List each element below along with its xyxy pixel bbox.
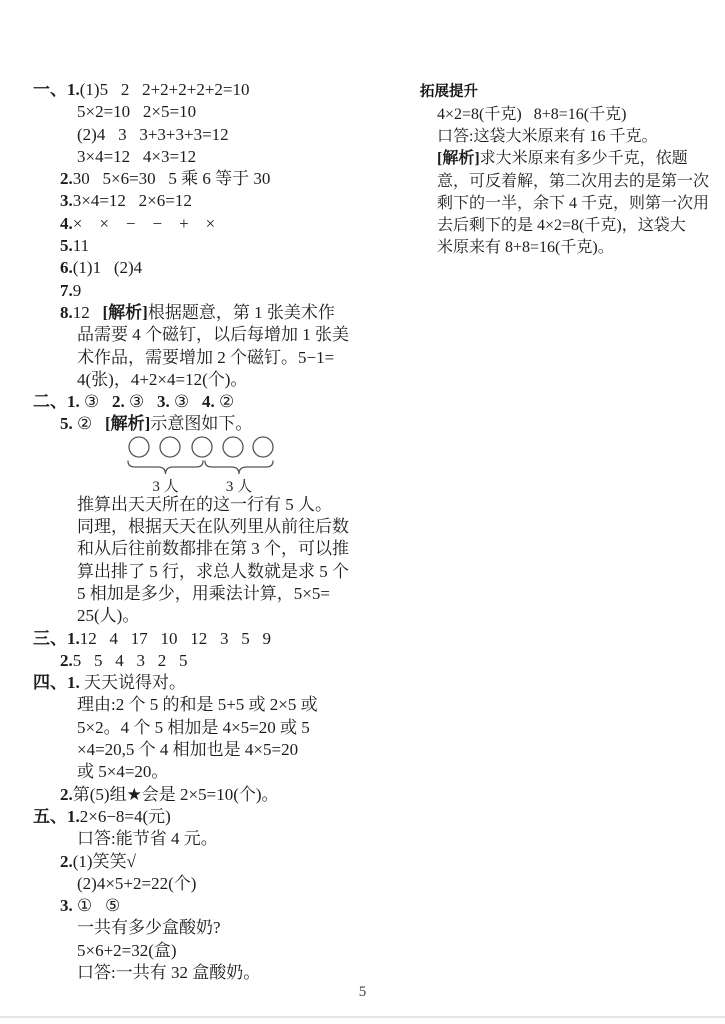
answers-block-bottom: [33, 494, 391, 985]
text-run: 2×6−8=4(元): [79, 806, 171, 826]
text-line: [33, 650, 391, 672]
text-line: [420, 237, 718, 259]
text-run: 根据题意，第 1 张美术作: [147, 302, 335, 322]
text-run: 12: [72, 302, 103, 322]
text-line: [420, 104, 718, 126]
text-run: 12 4 17 10 12 3 5 9: [79, 628, 271, 648]
person-circle: [223, 437, 243, 457]
marker-bold: [解析]: [105, 414, 151, 434]
marker-bold: [解析]: [437, 150, 480, 168]
marker-bold: 一、: [33, 80, 67, 99]
marker-bold: 3.: [60, 191, 73, 211]
text-run: 算出排了 5 行，求总人数就是求 5 个: [77, 561, 349, 581]
text-line: [33, 605, 391, 627]
text-line: [33, 516, 391, 538]
marker-bold: 1.: [67, 80, 80, 99]
underbrace-right: [205, 461, 273, 474]
text-run: ②: [72, 414, 105, 434]
text-line: [33, 940, 391, 962]
marker-bold: 二、: [33, 392, 67, 412]
text-line: [33, 280, 391, 302]
marker-bold: 四、: [33, 673, 67, 693]
page-number: 5: [358, 984, 367, 1000]
text-run: 25(人)。: [77, 606, 140, 626]
marker-bold: 5.: [60, 414, 73, 434]
text-run: 30 5×6=30 5 乘 6 等于 30: [72, 169, 271, 189]
text-run: 5 5 4 3 2 5: [72, 650, 188, 670]
marker-bold: 五、: [33, 806, 67, 826]
marker-bold: 2.: [60, 851, 73, 871]
person-circle: [129, 437, 149, 457]
text-line: [33, 717, 391, 739]
text-run: 和从后往前数都排在第 3 个，可以推: [77, 539, 349, 559]
person-circle-filled: [192, 437, 212, 457]
text-line: [420, 215, 718, 237]
text-run: 3×4=12 2×6=12: [72, 191, 192, 211]
person-circle: [253, 437, 273, 457]
text-line: [33, 739, 391, 761]
person-circle: [160, 437, 180, 457]
marker-bold: 7.: [60, 280, 73, 300]
text-run: 示意图如下。: [150, 414, 253, 434]
text-line: [33, 806, 391, 828]
text-run: 9: [72, 280, 82, 300]
text-run: (1)笑笑√: [72, 851, 136, 871]
answers-block-top: [33, 79, 391, 436]
text-line: [33, 538, 391, 560]
text-run: (2)4 3 3+3+3+3=12: [77, 124, 229, 144]
text-line: [33, 917, 391, 939]
text-run: ②: [214, 392, 235, 412]
text-run: 理由:2 个 5 的和是 5+5 或 2×5 或: [77, 695, 318, 715]
text-run: (2)4×5+2=22(个): [77, 873, 197, 893]
text-run: ① ⑤: [72, 896, 121, 916]
marker-bold: 6.: [60, 258, 73, 278]
text-line: [33, 101, 391, 123]
expansion-block: [420, 104, 718, 259]
text-line: [33, 784, 391, 806]
page-edge-shadow: [0, 1016, 725, 1018]
section-heading: 拓展提升: [420, 84, 478, 100]
text-run: 3×4=12 4×3=12: [77, 146, 197, 166]
text-line: [33, 628, 391, 650]
text-run: 口答:这袋大米原来有 16 千克。: [437, 128, 658, 146]
marker-bold: 三、: [33, 628, 67, 648]
marker-bold: 3.: [157, 392, 170, 412]
text-run: 4×2=8(千克) 8+8=16(千克): [437, 106, 627, 123]
text-run: 术作品，需要增加 2 个磁钉。5−1=: [77, 347, 335, 367]
text-line: [33, 494, 391, 516]
queue-position-diagram: [33, 436, 393, 494]
marker-bold: 3.: [60, 896, 73, 916]
text-line: [33, 235, 391, 257]
expansion-column: [420, 80, 718, 259]
text-run: ③: [169, 392, 202, 412]
text-line: [33, 79, 391, 101]
text-run: 5×2。4 个 5 相加是 4×5=20 或 5: [77, 717, 310, 737]
text-run: 求大米原来有多少千克，依题: [479, 150, 688, 168]
text-run: 剩下的一半，余下 4 千克，则第一次用: [437, 194, 710, 212]
marker-bold: 4.: [60, 213, 73, 233]
text-run: 品需要 4 个磁钉，以后每增加 1 张美: [77, 325, 349, 345]
text-run: 推算出天天所在的这一行有 5 人。: [77, 494, 332, 514]
text-line: [33, 324, 391, 346]
marker-bold: 2.: [60, 650, 73, 670]
marker-bold: 8.: [60, 302, 73, 322]
text-line: [33, 873, 391, 895]
text-run: (1)5 2 2+2+2+2+2=10: [79, 80, 250, 99]
text-run: ③: [124, 392, 157, 412]
text-line: [33, 257, 391, 279]
text-line: [420, 126, 718, 148]
text-run: 或 5×4=20。: [77, 762, 169, 782]
text-line: [33, 347, 391, 369]
answers-column: [33, 79, 391, 984]
text-line: [420, 193, 718, 215]
text-line: [33, 391, 391, 413]
group-label-left: 3 人: [152, 478, 179, 494]
text-run: 5×2=10 2×5=10: [77, 102, 197, 122]
text-line: [33, 694, 391, 716]
text-line: [33, 213, 391, 235]
marker-bold: 2.: [112, 392, 125, 412]
text-run: 4(张)，4+2×4=12(个)。: [77, 369, 248, 389]
text-line: [33, 561, 391, 583]
marker-bold: 4.: [202, 392, 215, 412]
text-line: [33, 190, 391, 212]
text-run: ×4=20,5 个 4 相加也是 4×5=20: [77, 740, 299, 760]
text-line: [33, 124, 391, 146]
text-run: 去后剩下的是 4×2=8(千克)，这袋大: [437, 217, 686, 235]
text-run: 11: [72, 236, 90, 256]
text-run: 第(5)组★会是 2×5=10(个)。: [72, 784, 279, 804]
text-line: [33, 583, 391, 605]
text-line: [33, 413, 391, 435]
text-line: [33, 672, 391, 694]
text-line: [33, 369, 391, 391]
text-run: 同理，根据天天在队列里从前往后数: [77, 517, 349, 537]
marker-bold: 5.: [60, 236, 73, 256]
marker-bold: 2.: [60, 169, 73, 189]
marker-bold: 1.: [67, 806, 80, 826]
text-line: [420, 171, 718, 193]
text-line: [33, 168, 391, 190]
text-run: (1)1 (2)4: [72, 258, 143, 278]
text-line: [33, 146, 391, 168]
text-run: 5×6+2=32(盒): [77, 940, 177, 960]
text-run: × × − − + ×: [72, 213, 216, 233]
marker-bold: 1.: [67, 673, 80, 693]
text-run: 意，可反着解，第二次用去的是第一次: [437, 172, 710, 190]
marker-bold: 1.: [67, 392, 80, 412]
text-run: 一共有多少盒酸奶?: [77, 918, 221, 938]
text-run: ③: [79, 392, 112, 412]
marker-bold: [解析]: [102, 302, 148, 322]
text-run: 口答:一共有 32 盒酸奶。: [77, 962, 261, 982]
group-label-right: 3 人: [225, 478, 253, 494]
marker-bold: 2.: [60, 784, 73, 804]
text-run: 口答:能节省 4 元。: [77, 829, 218, 849]
marker-bold: 1.: [67, 628, 80, 648]
underbrace-left: [128, 461, 203, 474]
text-line: [33, 895, 391, 917]
text-line: [420, 148, 718, 170]
text-run: 5 相加是多少，用乘法计算，5×5=: [77, 583, 330, 603]
text-line: [33, 828, 391, 850]
text-line: [33, 851, 391, 873]
text-run: 天天说得对。: [79, 673, 186, 693]
text-line: [33, 302, 391, 324]
text-line: [33, 962, 391, 984]
text-run: 米原来有 8+8=16(千克)。: [437, 239, 614, 257]
text-line: [33, 761, 391, 783]
